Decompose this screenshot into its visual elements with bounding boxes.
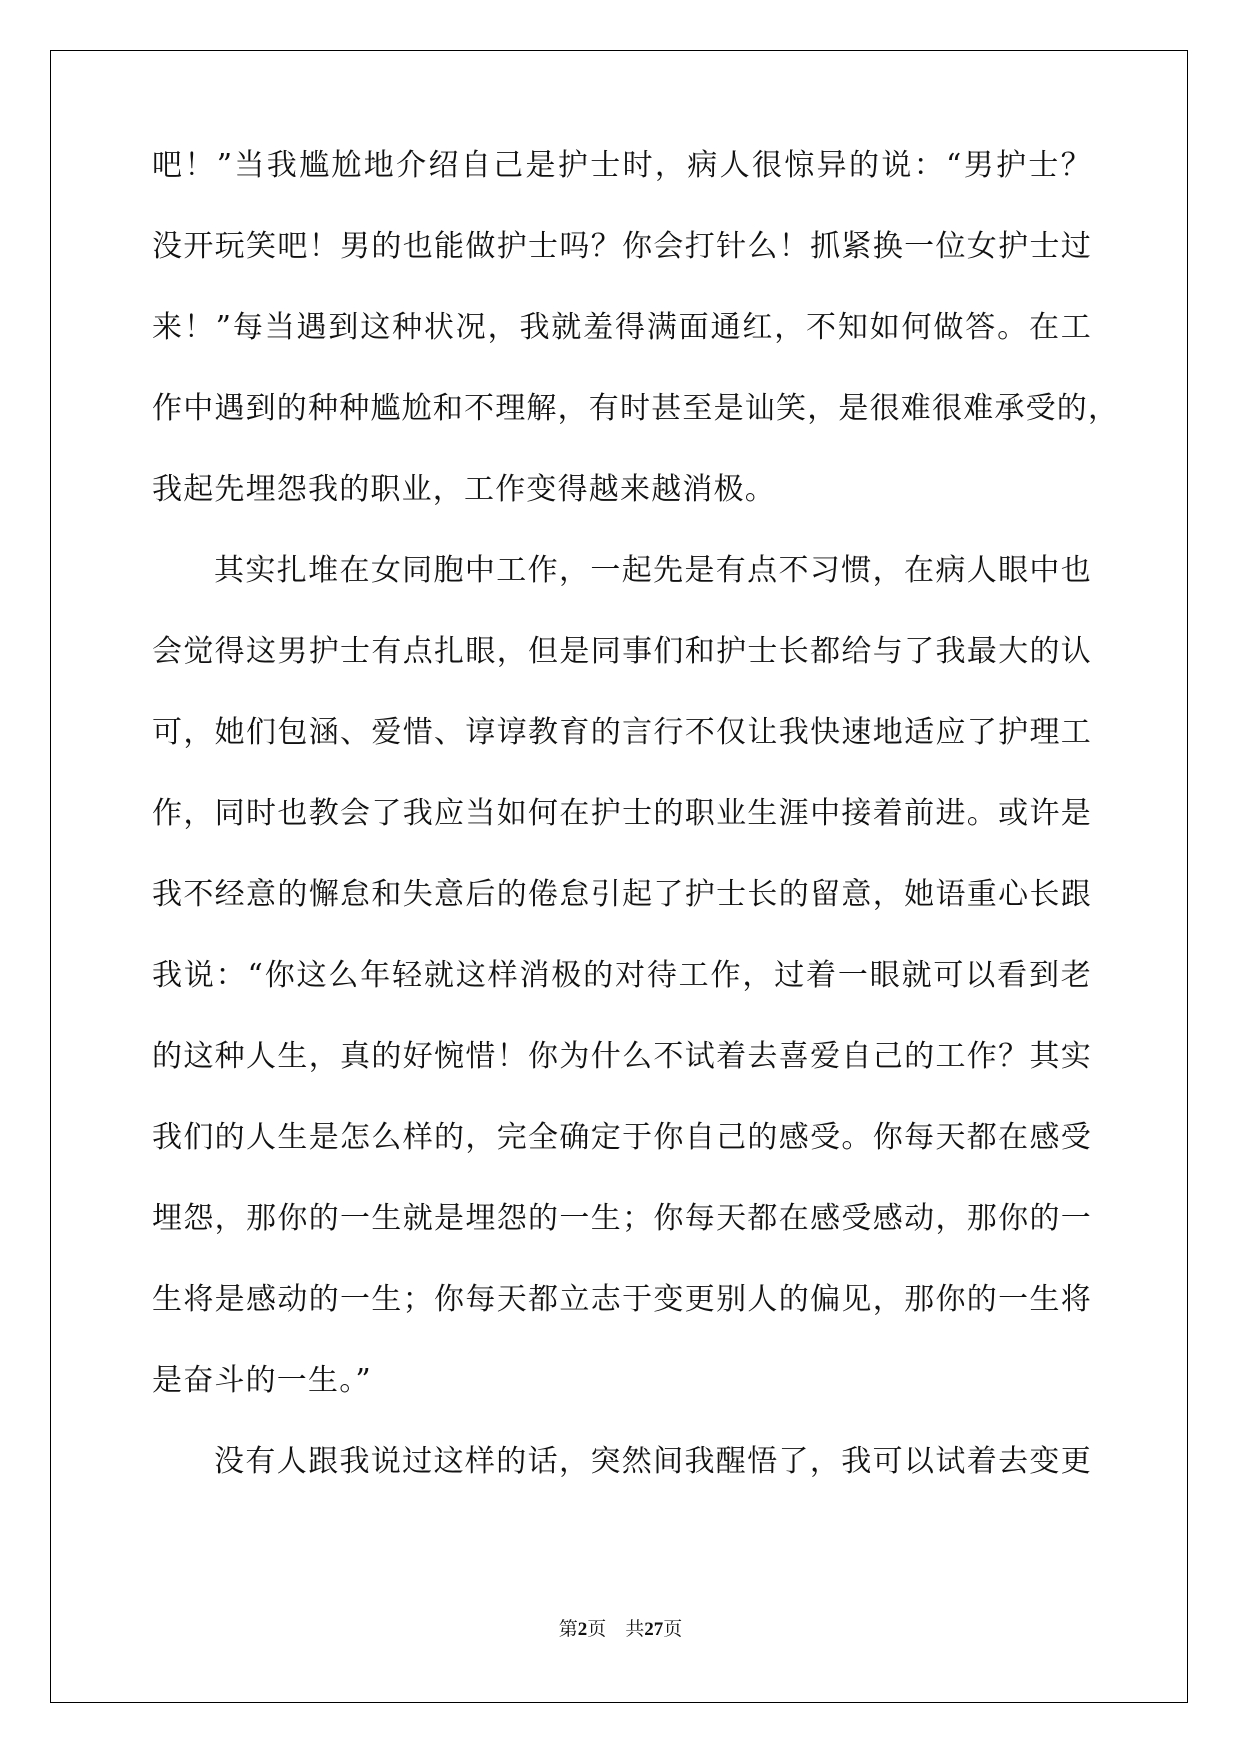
text-line: 没开玩笑吧！男的也能做护士吗？你会打针么！抓紧换一位女护士过 — [152, 229, 1092, 264]
text-line: 来！”每当遇到这种状况，我就羞得满面通红，不知如何做答。在工 — [152, 310, 1092, 345]
text-line: 生将是感动的一生；你每天都立志于变更别人的偏见，那你的一生将 — [152, 1282, 1092, 1317]
text-line: 作，同时也教会了我应当如何在护士的职业生涯中接着前进。或许是 — [152, 796, 1092, 831]
text-line: 我说：“你这么年轻就这样消极的对待工作，过着一眼就可以看到老 — [152, 958, 1092, 993]
total-prefix: 共 — [625, 1619, 645, 1640]
page-prefix: 第 — [558, 1619, 578, 1640]
page-total: 27 — [644, 1619, 664, 1640]
page-current: 2 — [577, 1619, 588, 1640]
text-line: 可，她们包涵、爱惜、谆谆教育的言行不仅让我快速地适应了护理工 — [152, 715, 1092, 750]
page-suffix: 页 — [587, 1619, 607, 1640]
text-line: 我不经意的懈怠和失意后的倦怠引起了护士长的留意，她语重心长跟 — [152, 877, 1092, 912]
text-line: 我们的人生是怎么样的，完全确定于你自己的感受。你每天都在感受 — [152, 1120, 1092, 1155]
text-line: 的这种人生，真的好惋惜！你为什么不试着去喜爱自己的工作？其实 — [152, 1039, 1092, 1074]
text-line: 是奋斗的一生。” — [152, 1363, 372, 1398]
total-suffix: 页 — [663, 1619, 683, 1640]
page-footer — [0, 1614, 1241, 1641]
text-line: 作中遇到的种种尴尬和不理解，有时甚至是讪笑，是很难很难承受的， — [152, 391, 1120, 426]
text-line: 埋怨，那你的一生就是埋怨的一生；你每天都在感受感动，那你的一 — [152, 1201, 1092, 1236]
text-line: 其实扎堆在女同胞中工作，一起先是有点不习惯，在病人眼中也 — [214, 553, 1092, 588]
text-line: 会觉得这男护士有点扎眼，但是同事们和护士长都给与了我最大的认 — [152, 634, 1092, 669]
document-body — [152, 148, 1120, 1525]
text-line: 吧！”当我尴尬地介绍自己是护士时，病人很惊异的说：“男护士？ — [152, 148, 1092, 183]
text-line: 我起先埋怨我的职业，工作变得越来越消极。 — [152, 472, 776, 507]
text-line: 没有人跟我说过这样的话，突然间我醒悟了，我可以试着去变更 — [214, 1444, 1092, 1479]
